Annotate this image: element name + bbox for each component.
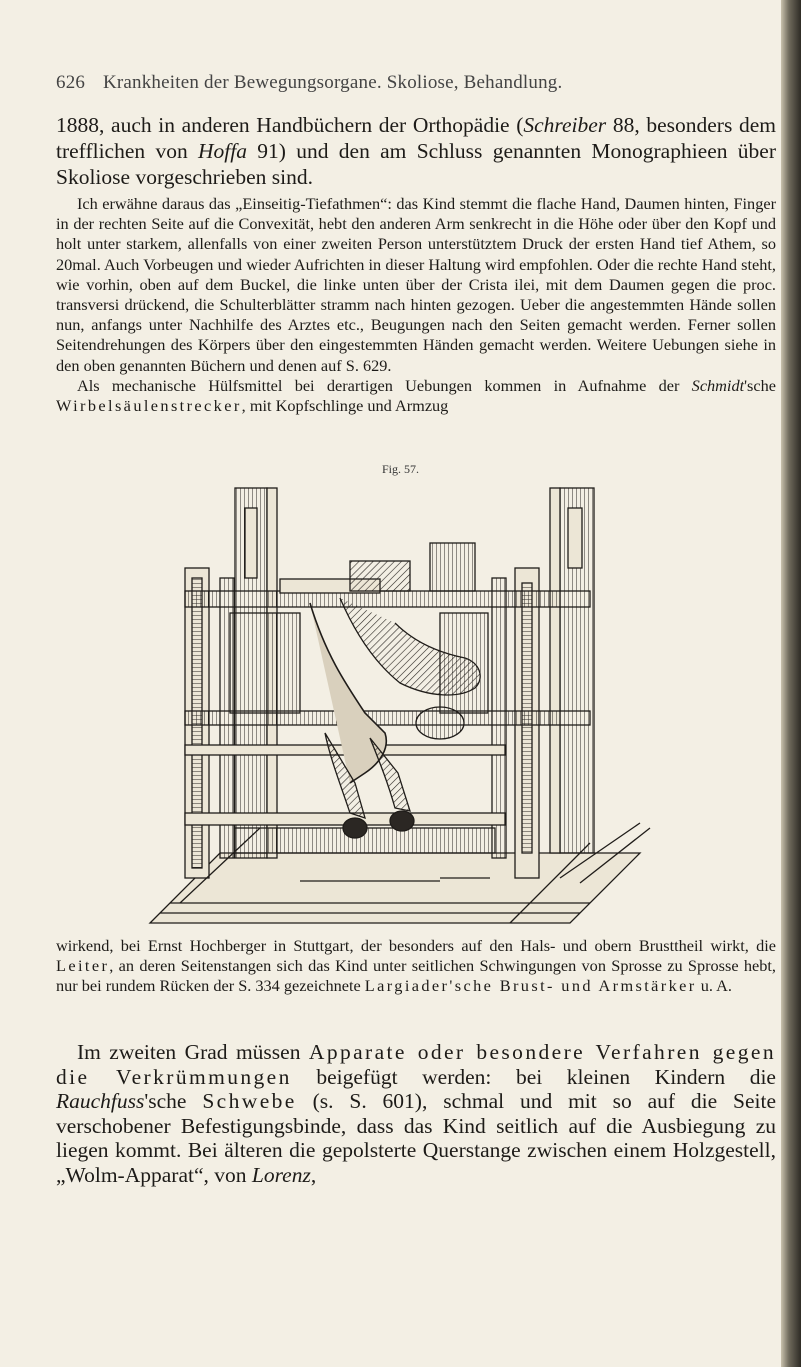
running-title: Krankheiten der Bewegungsorgane. Skoliose, Behandlung. (102, 72, 563, 93)
term-wirbelsaeulenstrecker: Wirbelsäulenstrecker (56, 396, 242, 416)
exercise-description: Ich erwähne daraus das „Einseitig-Tiefathmen“: das Kind stemmt die flache Hand, Daumen hinten, Finger in der rechten Seite auf die Convexität, hebt den anderen Arm senkrecht in die Höhe oder über den Kopf und holt unter starkem, allenfalls von einer zweiten Person unterstütztem Druck der ersten Hand tief Athem, so 20mal. Auch Vorbeugen und wieder Aufrichten in dieser Haltung wird empfohlen. Oder die rechte Hand steht, wie vorhin, oben auf dem Buckel, die linke unten über der Crista ilei, mit dem Daumen gegen die proc. transversi drückend, die Schulterblätter stramm nach hinten gezogen. Ueber die angestemmten Hände sollen nun, anfangs unter Nachhilfe des Arztes etc., Beugungen nach den Seiten gemacht werden. Ferner sollen Seitendrehungen des Körpers über den eingestemmten Händen gemacht werden. Weitere Uebungen siehe in den oben genannten Büchern und denen auf S. 629. (56, 194, 776, 375)
text: , (310, 1162, 317, 1187)
text: 'sche (144, 1089, 203, 1113)
small-print-block-1 (56, 194, 776, 416)
text: Im zweiten Grad müssen (77, 1040, 309, 1064)
mechanical-aids-paragraph (56, 376, 776, 416)
author-rauchfuss: Rauchfuss (56, 1089, 145, 1113)
page-number: 626 (56, 72, 86, 93)
text: 1888, auch in anderen Handbüchern der Orthopädie ( (56, 113, 524, 137)
text: (s. S. 601), schmal und mit so auf die Seite verschobener Befestigungsbinde, dass das Kind seitlich auf die Ausbiegung zu liegen kommt. Bei älteren die gepolsterte Querstange zwischen einem Holzgestell, „Wolm-Apparat“, von (56, 1089, 776, 1187)
paragraph-intro (56, 112, 776, 190)
text: 'sche (744, 375, 776, 395)
text: 91) und den am Schluss genannten Monographieen über Skoliose vorgeschrieben sind. (56, 139, 777, 189)
spine-stretcher-illustration (140, 483, 660, 933)
author-hoffa: Hoffa (198, 139, 247, 163)
text: u. A. (696, 976, 732, 996)
term-schwebe: Schwebe (202, 1089, 297, 1113)
text: beigefügt werden: bei kleinen Kindern die (291, 1064, 776, 1089)
text: 88, besonders dem trefflichen von (56, 113, 776, 163)
text: , an deren Seitenstangen sich das Kind unter seitlichen Schwingungen von Sprosse zu Sprosse hebt, nur bei rundem Rücken der S. 334 gezeichnete (56, 956, 776, 996)
author-schmidt: Schmidt (691, 375, 745, 395)
figure-label: Fig. 57. (381, 462, 419, 476)
author-lorenz: Lorenz (251, 1162, 311, 1187)
running-header (56, 72, 776, 98)
term-leiter: Leiter (56, 956, 110, 976)
text: , mit Kopfschlinge und Armzug (241, 396, 449, 416)
term-apparate: Apparate oder besondere Verfahren gegen die Verkrümmungen (56, 1040, 776, 1089)
paragraph-second-degree (56, 1040, 776, 1187)
author-schreiber: Schreiber (523, 113, 607, 137)
text: wirkend, bei Ernst Hochberger in Stuttgart, der besonders auf den Hals- und obern Brusttheil wirkt, die (56, 936, 776, 955)
small-print-block-2 (56, 936, 776, 997)
book-page-edge (781, 0, 801, 1367)
term-largiader: Largiader'sche Brust- und Armstärker (364, 976, 697, 996)
figure-57-engraving (140, 483, 660, 938)
text: Als mechanische Hülfsmittel bei derartigen Uebungen kommen in Aufnahme der (77, 375, 692, 395)
